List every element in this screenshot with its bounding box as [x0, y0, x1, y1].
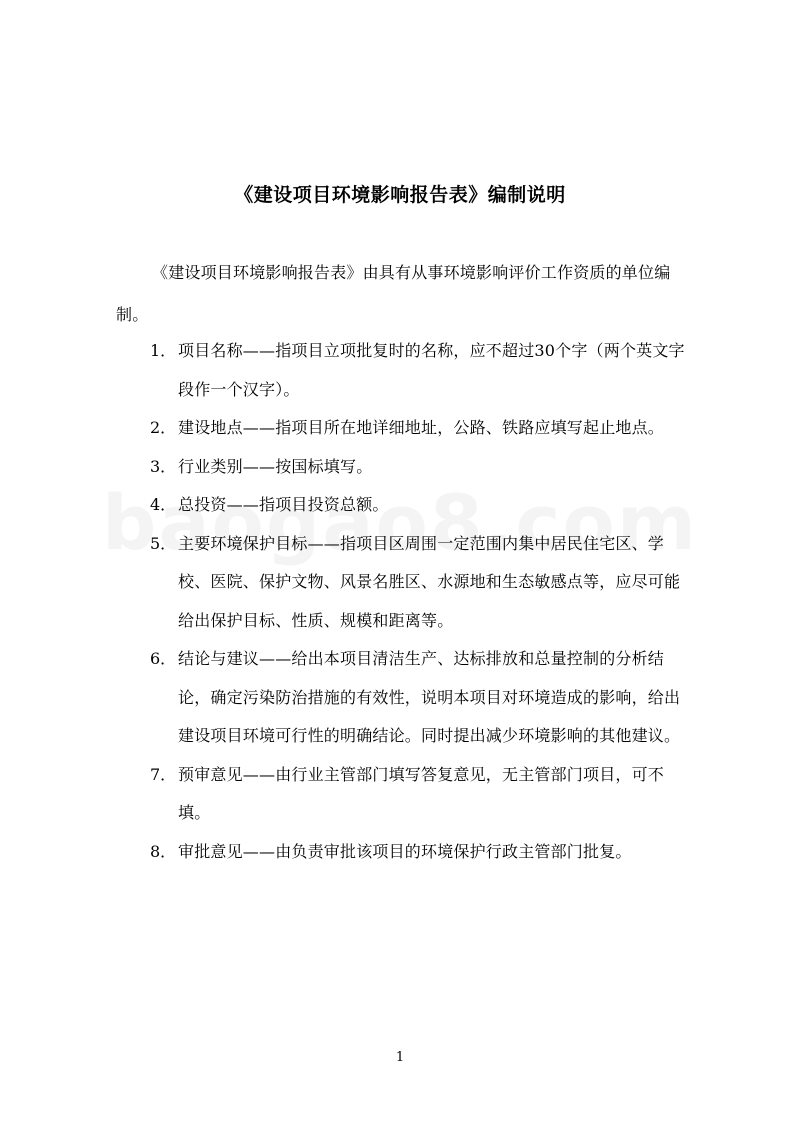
list-item	[150, 833, 690, 872]
item-text: 审批意见——由负责审批该项目的环境保护行政主管部门批复。	[178, 841, 632, 861]
item-text: 项目名称——指项目立项批复时的名称，应不超过30个字（两个英文字段作一个汉字）。	[178, 341, 685, 399]
list-item	[150, 640, 690, 756]
item-text: 行业类别——按国标填写。	[178, 456, 373, 476]
item-number: 6．	[150, 649, 177, 668]
item-text: 预审意见——由行业主管部门填写答复意见，无主管部门项目，可不填。	[178, 764, 665, 822]
item-text: 建设地点——指项目所在地详细地址，公路、铁路应填写起止地点。	[178, 418, 665, 437]
list-item	[150, 486, 690, 525]
intro-paragraph: 《建设项目环境影响报告表》由具有从事环境影响评价工作资质的单位编制。	[116, 263, 671, 324]
list-item	[150, 756, 690, 833]
list-item	[150, 525, 690, 641]
item-number: 8．	[150, 841, 177, 861]
list-item	[150, 409, 690, 448]
item-text: 总投资——指项目投资总额。	[178, 495, 389, 514]
page-number: 1	[395, 1050, 405, 1065]
item-number: 2．	[150, 418, 177, 437]
item-text: 主要环境保护目标——指项目区周围一定范围内集中居民住宅区、学校、医院、保护文物、风景名胜区、水源地和生态敏感点等，应尽可能给出保护目标、性质、规模和距离等。	[178, 533, 681, 630]
item-text: 结论与建议——给出本项目清洁生产、达标排放和总量控制的分析结论，确定污染防治措施的有效性，说明本项目对环境造成的影响，给出建设项目环境可行性的明确结论。同时提出减少环境影响的其他建议。	[178, 649, 681, 745]
item-number: 5．	[150, 533, 177, 553]
item-number: 4．	[150, 495, 177, 514]
instruction-list	[150, 332, 690, 871]
item-number: 1．	[150, 341, 177, 360]
item-number: 3．	[150, 456, 177, 476]
list-item	[150, 332, 690, 409]
item-number: 7．	[150, 764, 177, 784]
list-item	[150, 448, 690, 487]
page-title: 《建设项目环境影响报告表》编制说明	[234, 184, 566, 206]
